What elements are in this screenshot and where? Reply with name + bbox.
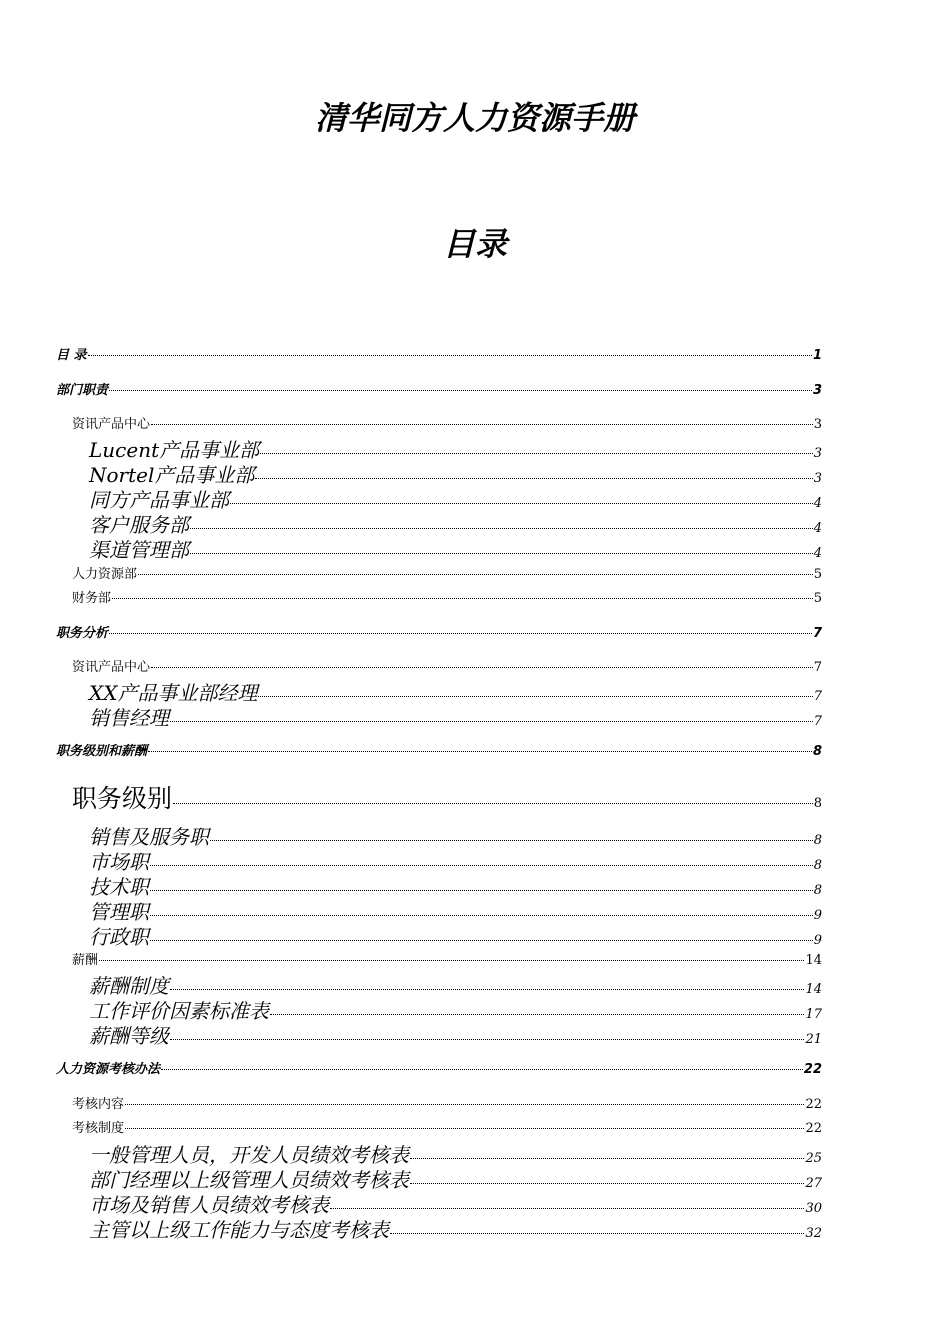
toc-leader: [260, 453, 813, 454]
toc-entry-page: 3: [813, 446, 822, 461]
toc-leader: [190, 528, 813, 529]
toc-entry[interactable]: [89, 825, 822, 849]
toc-entry-label: 资讯产品中心: [72, 417, 151, 432]
toc-leader: [88, 355, 812, 356]
toc-entry-label: 部门经理以上级管理人员绩效考核表: [89, 1168, 409, 1192]
toc-entry[interactable]: [89, 681, 822, 705]
toc-entry[interactable]: [72, 566, 822, 584]
toc-entry[interactable]: [56, 625, 822, 643]
toc-entry[interactable]: [72, 952, 822, 970]
toc-entry[interactable]: [89, 513, 822, 537]
toc-entry-label: 薪酬等级: [89, 1024, 169, 1048]
toc-leader: [125, 1104, 804, 1105]
toc-entry[interactable]: [56, 382, 822, 400]
toc-entry[interactable]: [72, 784, 822, 814]
toc-entry-page: 7: [813, 714, 822, 729]
toc-entry-label: Nortel产品事业部: [89, 463, 255, 487]
toc-entry-page: 9: [813, 933, 822, 948]
toc-entry[interactable]: [89, 463, 822, 487]
toc-entry[interactable]: [89, 538, 822, 562]
toc-leader: [410, 1158, 804, 1159]
toc-entry[interactable]: [56, 1061, 822, 1079]
toc-entry[interactable]: [72, 416, 822, 434]
toc-leader: [210, 840, 813, 841]
toc-leader: [150, 940, 813, 941]
toc-entry-page: 32: [805, 1226, 822, 1241]
toc-entry-label: 管理职: [89, 900, 149, 924]
toc-leader: [255, 478, 812, 479]
toc-entry[interactable]: [56, 743, 822, 761]
toc-entry-page: 14: [805, 953, 822, 968]
toc-entry-page: 7: [813, 689, 822, 704]
toc-entry[interactable]: [72, 1096, 822, 1114]
toc-entry[interactable]: [56, 347, 822, 365]
toc-entry-page: 22: [803, 1062, 822, 1077]
toc-leader: [410, 1183, 804, 1184]
toc-entry-label: 资讯产品中心: [72, 660, 151, 675]
toc-entry[interactable]: [89, 1168, 822, 1192]
toc-entry-page: 3: [813, 471, 822, 486]
toc-leader: [173, 803, 813, 804]
toc-entry-page: 5: [813, 567, 822, 582]
toc-entry-page: 27: [805, 1176, 822, 1191]
toc-entry-label: Lucent产品事业部: [89, 438, 260, 462]
toc-entry-page: 5: [813, 591, 822, 606]
toc-entry-label: 市场及销售人员绩效考核表: [89, 1193, 329, 1217]
toc-leader: [150, 865, 813, 866]
toc-leader: [109, 633, 812, 634]
toc-entry-label: 一般管理人员，开发人员绩效考核表: [89, 1143, 409, 1167]
toc-leader: [99, 960, 804, 961]
toc-leader: [161, 1069, 803, 1070]
toc-entry-label: 考核内容: [72, 1097, 125, 1112]
toc-entry[interactable]: [72, 659, 822, 677]
toc-entry-label: 主管以上级工作能力与态度考核表: [89, 1218, 389, 1242]
toc-entry-page: 8: [813, 796, 822, 811]
toc-entry-page: 8: [813, 883, 822, 898]
toc-entry-label: 渠道管理部: [89, 538, 189, 562]
toc-entry[interactable]: [89, 974, 822, 998]
toc-entry-label: 职务分析: [56, 626, 109, 641]
toc-entry-label: 人力资源考核办法: [56, 1062, 161, 1077]
toc-entry-page: 4: [813, 496, 822, 511]
toc-entry[interactable]: [89, 1024, 822, 1048]
toc-entry-page: 4: [813, 521, 822, 536]
document-title: 清华同方人力资源手册: [314, 99, 635, 137]
toc-entry-label: 技术职: [89, 875, 149, 899]
toc-leader: [270, 1014, 804, 1015]
toc-entry-page: 3: [812, 383, 822, 398]
toc-entry-page: 25: [805, 1151, 822, 1166]
toc-entry-page: 8: [813, 858, 822, 873]
toc-entry-page: 8: [812, 744, 822, 759]
toc-entry-label: 职务级别和薪酬: [56, 744, 148, 759]
toc-leader: [151, 424, 813, 425]
toc-entry[interactable]: [89, 438, 822, 462]
toc-entry-label: 同方产品事业部: [89, 488, 229, 512]
toc-leader: [170, 1039, 804, 1040]
toc-leader: [125, 1128, 804, 1129]
toc-entry[interactable]: [89, 1143, 822, 1167]
toc-entry-label: 考核制度: [72, 1121, 125, 1136]
toc-leader: [258, 696, 812, 697]
toc-leader: [151, 667, 813, 668]
toc-entry[interactable]: [89, 999, 822, 1023]
toc-entry-page: 7: [812, 626, 822, 641]
toc-leader: [109, 390, 812, 391]
toc-entry-page: 9: [813, 908, 822, 923]
toc-entry[interactable]: [89, 925, 822, 949]
toc-leader: [148, 751, 812, 752]
toc-entry-label: 行政职: [89, 925, 149, 949]
toc-entry-page: 4: [813, 546, 822, 561]
toc-entry-label: 客户服务部: [89, 513, 189, 537]
toc-entry[interactable]: [89, 900, 822, 924]
toc-entry-label: 销售经理: [89, 706, 169, 730]
toc-leader: [150, 915, 813, 916]
toc-entry-page: 1: [812, 348, 822, 363]
toc-leader: [138, 574, 813, 575]
toc-entry-label: 人力资源部: [72, 567, 138, 582]
toc-entry-label: XX产品事业部经理: [89, 681, 258, 705]
toc-entry-page: 17: [805, 1007, 822, 1022]
toc-entry[interactable]: [89, 706, 822, 730]
toc-heading: 目录: [442, 225, 507, 263]
toc-entry-label: 薪酬制度: [89, 974, 169, 998]
toc-entry[interactable]: [72, 590, 822, 608]
toc-entry[interactable]: [89, 1218, 822, 1242]
toc-entry[interactable]: [89, 875, 822, 899]
toc-entry-label: 薪酬: [72, 953, 99, 968]
toc-leader: [112, 598, 813, 599]
toc-entry-label: 工作评价因素标准表: [89, 999, 269, 1023]
toc-leader: [150, 890, 813, 891]
toc-entry-label: 职务级别: [72, 784, 173, 813]
toc-leader: [230, 503, 813, 504]
toc-entry-page: 7: [813, 660, 822, 675]
toc-entry-label: 销售及服务职: [89, 825, 209, 849]
toc-entry-page: 30: [805, 1201, 822, 1216]
toc-entry-page: 22: [805, 1121, 822, 1136]
toc-leader: [170, 721, 813, 722]
toc-entry-label: 目 录: [56, 348, 87, 363]
toc-entry-label: 市场职: [89, 850, 149, 874]
toc-entry-page: 3: [813, 417, 822, 432]
toc-leader: [170, 989, 804, 990]
toc-leader: [330, 1208, 804, 1209]
toc-entry-label: 部门职责: [56, 383, 109, 398]
toc-entry-page: 22: [805, 1097, 822, 1112]
toc-entry-label: 财务部: [72, 591, 112, 606]
toc-leader: [390, 1233, 804, 1234]
toc-entry[interactable]: [89, 488, 822, 512]
toc-entry-page: 21: [805, 1032, 822, 1047]
toc-entry[interactable]: [89, 850, 822, 874]
toc-leader: [190, 553, 813, 554]
toc-entry-page: 8: [813, 833, 822, 848]
toc-entry[interactable]: [89, 1193, 822, 1217]
toc-entry-page: 14: [805, 982, 822, 997]
toc-entry[interactable]: [72, 1120, 822, 1138]
